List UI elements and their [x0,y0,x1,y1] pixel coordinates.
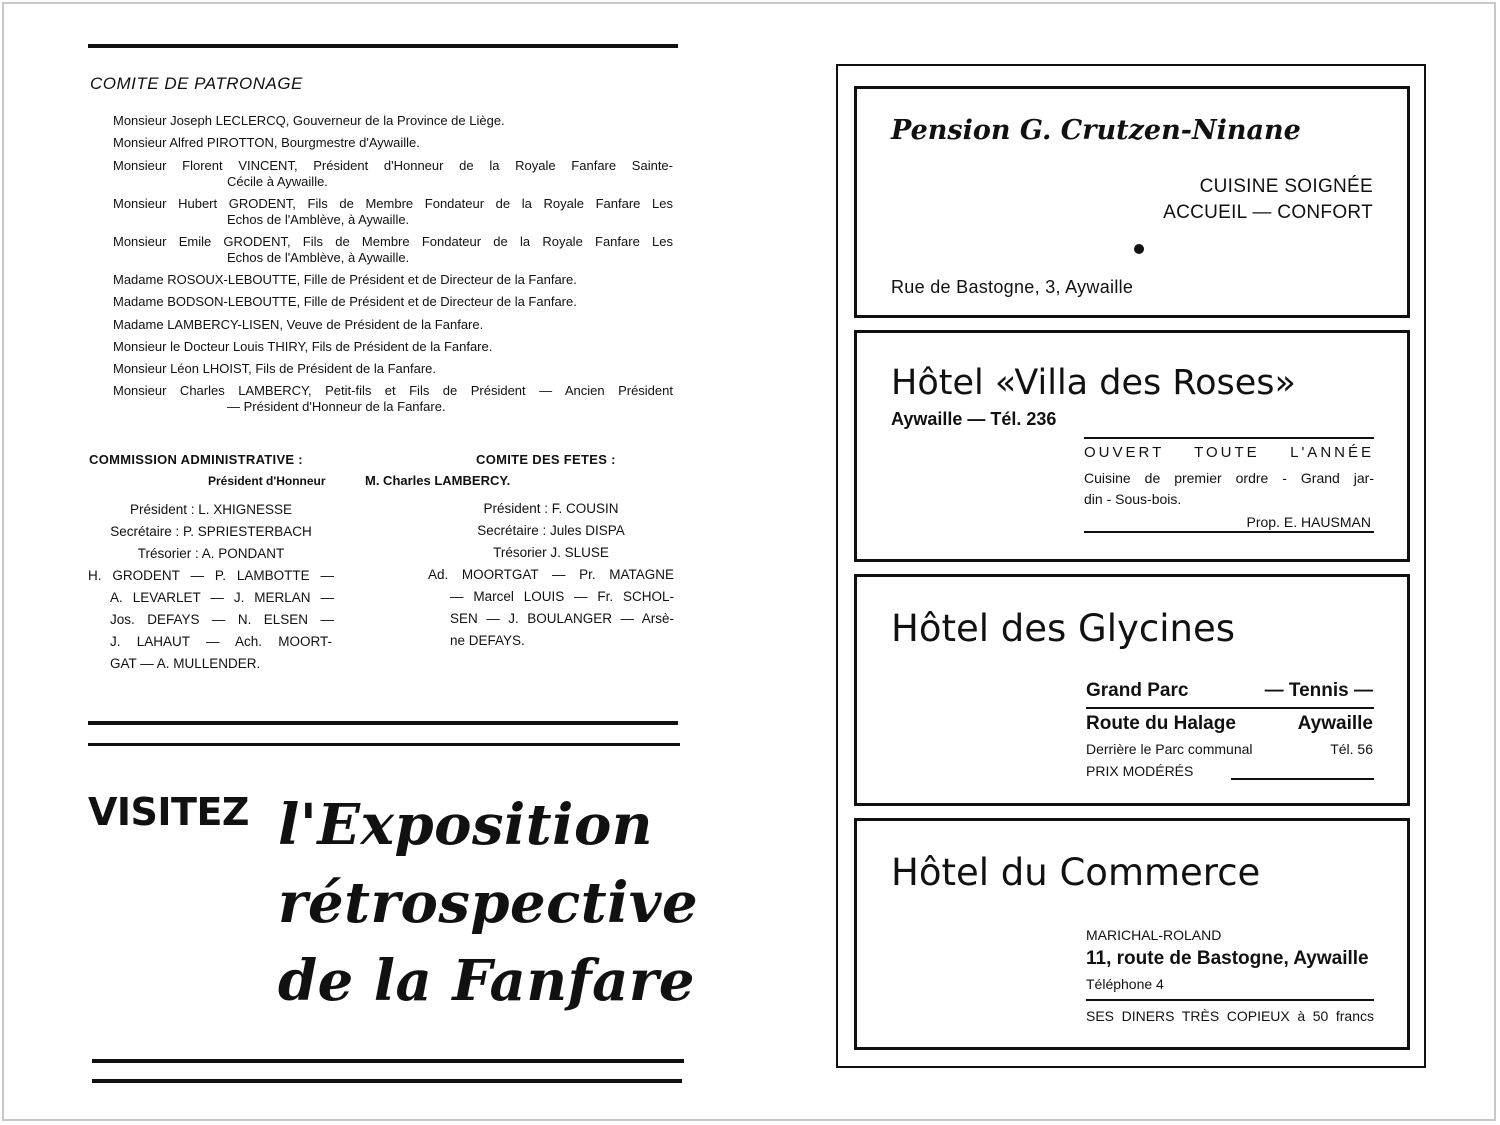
glycines-l2b: Aywaille [1297,713,1373,734]
list-item: GAT — A. MULLENDER. [110,656,261,671]
commerce-title: Hôtel du Commerce [891,851,1261,894]
patron-line: Monsieur Charles LAMBERCY, Petit-fils et Fils de Président — Ancien Président [113,383,673,398]
commerce-phone: Téléphone 4 [1086,976,1164,992]
glycines-rule-1 [1086,707,1374,709]
fetes-title: COMITE DES FETES : [476,452,616,467]
patron-entry [113,317,673,333]
commerce-owner: MARICHAL-ROLAND [1086,927,1222,943]
commerce-address: 11, route de Bastogne, Aywaille [1086,948,1369,969]
patron-entry [113,234,673,266]
patron-line: Monsieur Joseph LECLERCQ, Gouverneur de la Province de Liège. [113,113,505,128]
villa-rule-bottom [1084,531,1374,533]
list-item: H. GRODENT — P. LAMBOTTE — [88,568,334,583]
glycines-l1a: Grand Parc [1086,680,1189,701]
patron-line: Madame ROSOUX-LEBOUTTE, Fille de Président et de Directeur de la Fanfare. [113,272,577,287]
list-item: J. LAHAUT — Ach. MOORT- [110,634,332,649]
glycines-l2a: Route du Halage [1086,713,1236,734]
list-item: ne DEFAYS. [450,633,525,648]
glycines-rule-2 [1231,778,1374,780]
patron-line: Monsieur Alfred PIROTTON, Bourgmestre d'Aywaille. [113,135,420,150]
fetes-list [428,498,674,652]
list-item: Trésorier J. SLUSE [493,545,609,560]
list-item: — Marcel LOUIS — Fr. SCHOL- [450,589,674,604]
list-item: Ad. MOORTGAT — Pr. MATAGNE [428,567,674,582]
patron-line: Monsieur le Docteur Louis THIRY, Fils de Président de la Fanfare. [113,339,493,354]
patron-line-continued: Cécile à Aywaille. [227,174,328,189]
patron-line-continued: — Président d'Honneur de la Fanfare. [227,399,446,414]
villa-desc-2: din - Sous-bois. [1084,491,1182,507]
bottom-rule-1 [92,1059,684,1063]
patron-entry [113,272,673,288]
ad-villa-des-roses [854,330,1410,562]
mid-rule-2 [88,743,680,746]
top-rule [88,44,678,48]
commerce-diners: SES DINERS TRÈS COPIEUX à 50 francs [1086,1008,1374,1024]
patron-entry [113,113,673,129]
patron-entry [113,361,673,377]
list-item: Président : L. XHIGNESSE [129,502,293,517]
pension-address: Rue de Bastogne, 3, Aywaille [891,277,1134,297]
bullet-icon [1134,244,1144,254]
expo-line-3: de la Fanfare [278,948,696,1014]
pension-line-2: ACCUEIL — CONFORT [1163,202,1373,223]
ad-glycines [854,574,1410,806]
list-item: A. LEVARLET — J. MERLAN — [110,590,334,605]
villa-prop: Prop. E. HAUSMAN [1246,514,1371,530]
glycines-l1b: — Tennis — [1264,680,1373,701]
commerce-rule [1086,999,1374,1001]
villa-title: Hôtel «Villa des Roses» [891,363,1296,403]
ad-commerce [854,818,1410,1050]
commission-title: COMMISSION ADMINISTRATIVE : [89,452,303,467]
patron-line: Madame LAMBERCY-LISEN, Veuve de Président de la Fanfare. [113,317,484,332]
patron-entry [113,158,673,190]
glycines-l3a: Derrière le Parc communal [1086,741,1253,757]
glycines-l4: PRIX MODÉRÉS [1086,763,1194,779]
glycines-title: Hôtel des Glycines [891,607,1236,650]
villa-desc-1: Cuisine de premier ordre - Grand jar- [1084,470,1374,486]
patron-entry [113,135,673,151]
list-item: Secrétaire : P. SPRIESTERBACH [110,524,312,539]
patron-entry [113,383,673,415]
mid-rule-1 [88,721,678,725]
villa-rule-top [1084,437,1374,439]
list-item: SEN — J. BOULANGER — Arsè- [450,611,674,626]
patron-entry [113,196,673,228]
patronage-title: COMITE DE PATRONAGE [90,74,303,93]
glycines-l3b: Tél. 56 [1330,741,1373,757]
honneur-name: M. Charles LAMBERCY. [365,473,511,488]
bottom-rule-2 [92,1079,682,1083]
villa-ouvert: OUVERT TOUTE L'ANNÉE [1084,444,1374,461]
patron-line: Monsieur Hubert GRODENT, Fils de Membre Fondateur de la Royale Fanfare Les [113,196,673,211]
patron-entry [113,294,673,310]
patron-line: Monsieur Emile GRODENT, Fils de Membre Fondateur de la Royale Fanfare Les [113,234,673,249]
pension-line-1: CUISINE SOIGNÉE [1199,176,1373,197]
list-item: Trésorier : A. PONDANT [137,546,285,561]
honneur-label: Président d'Honneur [208,474,326,488]
patron-entry [113,339,673,355]
expo-line-1: l'Exposition [278,792,654,858]
patron-line-continued: Echos de l'Amblève, à Aywaille. [227,212,410,227]
patron-line-continued: Echos de l'Amblève, à Aywaille. [227,250,410,265]
patron-line: Monsieur Léon LHOIST, Fils de Président de la Fanfare. [113,361,436,376]
patron-line: Madame BODSON-LEBOUTTE, Fille de Président et de Directeur de la Fanfare. [113,294,577,309]
pension-title: Pension G. Crutzen-Ninane [891,115,1301,146]
patron-line: Monsieur Florent VINCENT, Président d'Honneur de la Royale Fanfare Sainte- [113,158,673,173]
ad-pension [854,86,1410,318]
list-item: Secrétaire : Jules DISPA [477,523,625,538]
commission-list [88,499,334,675]
list-item: Jos. DEFAYS — N. ELSEN — [110,612,334,627]
expo-line-2: rétrospective [278,870,699,936]
list-item: Président : F. COUSIN [483,501,619,516]
visitez-heading: VISITEZ [88,790,249,834]
villa-sub: Aywaille — Tél. 236 [891,409,1057,429]
